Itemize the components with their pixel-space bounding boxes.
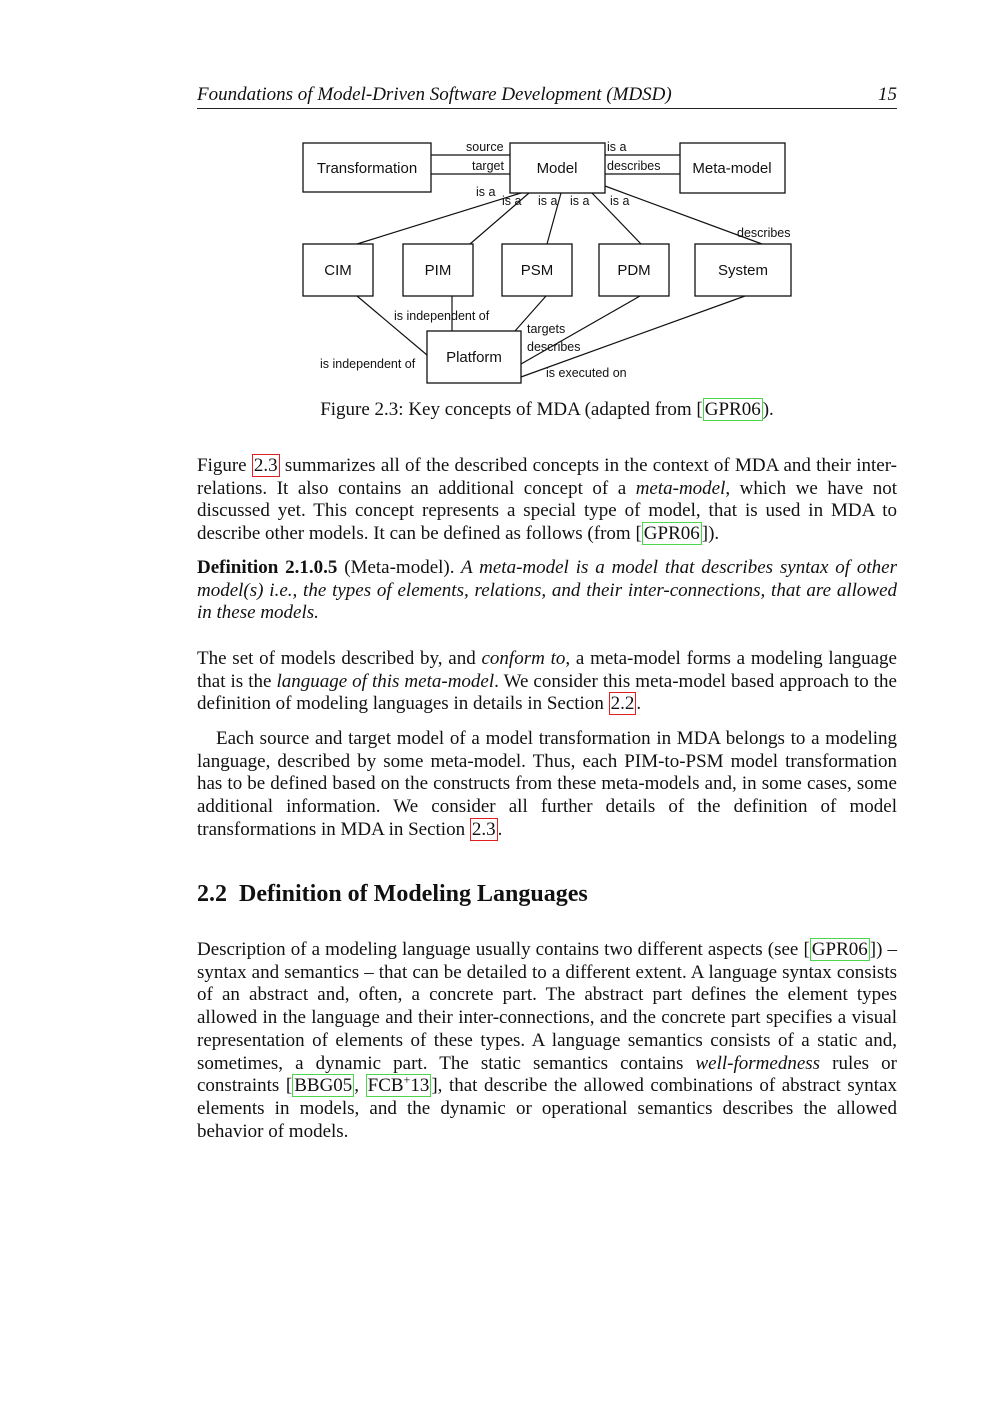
citation-link[interactable] <box>366 1074 432 1097</box>
text: ). <box>708 523 720 545</box>
caption-suffix: ). <box>762 399 774 420</box>
text: , which we have not discussed yet. This concept represents a special type of model, that is used in MDA to describe other models. It can be defined as follows (from <box>197 477 897 545</box>
text: Figure <box>197 455 252 476</box>
text: , <box>354 1075 366 1097</box>
citation-year: 13 <box>410 1075 430 1097</box>
text: Each source and target model of a model transformation in MDA belongs to a modeling language, described by some meta-model. Thus, each PIM-to-PSM model transformation has to be defined based on the constructs from these meta-models and, in some cases, some additional information. We consider all further details of the definition of model transformations in MDA in Section <box>197 728 897 840</box>
citation-author: FCB <box>367 1075 404 1097</box>
label-psm-is-a: is a <box>570 194 590 208</box>
edge-system-platform <box>521 296 745 377</box>
node-transformation-label: Transformation <box>316 160 418 177</box>
emphasis: meta-model <box>635 477 726 499</box>
edge-cim-model <box>357 193 521 244</box>
label-pdm-describes: describes <box>527 340 581 354</box>
label-model-describes: describes <box>607 159 661 173</box>
edge-cim-platform <box>357 296 427 355</box>
page-number: 15 <box>878 84 897 105</box>
text: Description of a modeling language usually contains two different aspects (see <box>197 939 804 960</box>
label-target: target <box>472 159 504 173</box>
text: . <box>636 693 642 715</box>
definition-block <box>197 557 897 625</box>
label-pim-is-a: is a <box>538 194 558 208</box>
node-metamodel-label: Meta-model <box>692 160 772 177</box>
label-pdm-is-a: is a <box>610 194 630 208</box>
emphasis: conform to <box>481 648 566 669</box>
running-title: Foundations of Model-Driven Software Development (MDSD) <box>197 84 672 105</box>
paragraph-model-transformation <box>197 728 897 842</box>
label-pim-independent: is independent of <box>394 309 490 323</box>
definition-body: is a model that describes syntax of other model(s) i.e., the types of elements, relations, and their inter-connections, that are allowed in these models. <box>197 557 897 624</box>
citation-link[interactable]: GPR06 <box>643 523 700 545</box>
running-header <box>197 84 897 109</box>
label-system-executed-on: is executed on <box>546 366 627 380</box>
label-system-describes: describes <box>737 226 791 240</box>
mda-concepts-diagram <box>290 130 820 395</box>
label-psm-targets: targets <box>527 322 566 336</box>
label-source: source <box>466 140 504 154</box>
text: . We consider this meta-model based approach to the definition of modeling languages in details in Section <box>197 670 897 715</box>
label-model-is-a: is a <box>607 140 627 154</box>
definition-label: Definition 2.1.0.5 <box>197 557 338 578</box>
node-pdm-label: PDM <box>617 262 651 279</box>
label-cim-is-a: is a <box>502 194 522 208</box>
node-model-label: Model <box>536 160 578 177</box>
label-transformation-is-a: is a <box>476 185 496 199</box>
definition-name: (Meta-model). <box>337 557 455 578</box>
node-system-label: System <box>717 262 769 279</box>
text: . <box>497 818 503 840</box>
text: rules or constraints <box>197 1052 898 1097</box>
citation-link[interactable]: BBG05 <box>294 1075 353 1097</box>
paragraph-figure-summary: Figure 2.3 summarizes all of the described concepts in the context of MDA and their inter-relations. It also contains an additional concept of a meta-model, which we have not discussed yet. This concept represents a special type of model, that is used in MDA to describe other models. It can be defined as follows (from [ GPR06 ]). <box>197 455 897 545</box>
citation-sup: + <box>403 1072 411 1087</box>
label-cim-independent: is independent of <box>320 357 416 371</box>
node-cim-label: CIM <box>324 262 352 279</box>
text: ) – syntax and semantics – that can be detailed to a different extent. A language syntax consists of an abstract and, often, a concrete part. The abstract part defines the element types allowed in the language and their inter-connections, and the concrete part specifies a visual representation of elements of these types. A language semantics consists of a static and, sometimes, a dynamic part. The static semantics contains <box>197 939 897 1074</box>
section-ref-link[interactable]: 2.2 <box>610 693 635 715</box>
emphasis: well-formedness <box>695 1052 821 1074</box>
paragraph-modeling-language <box>197 648 897 716</box>
citation-link[interactable]: GPR06 <box>811 939 868 960</box>
node-platform-label: Platform <box>446 349 502 366</box>
node-psm-label: PSM <box>520 262 554 279</box>
section-title: Definition of Modeling Languages <box>239 881 588 907</box>
definition-intro: A meta-model <box>454 557 576 578</box>
paragraph-syntax-semantics: Description of a modeling language usually contains two different aspects (see [ GPR06 ]) – syntax and semantics – that can be detailed to a different extent. A language syntax consists of an abstract and, often, a concrete part. The abstract part defines the element types allowed in the language and their inter-connections, and the concrete part specifies a visual representation of elements of these types. A language semantics consists of a static and, sometimes, a dynamic part. The static semantics contains well-formedness rules or constraints [ BBG05 , FCB+13 ], that describe the allowed combinations of abstract syntax elements in models, and the dynamic or operational semantics describes the allowed behavior of models. <box>197 939 898 1142</box>
section-ref-link[interactable]: 2.3 <box>471 818 496 840</box>
text: , a meta-model forms a modeling language that is the <box>197 648 897 692</box>
figure-caption: Figure 2.3: Key concepts of MDA (adapted from [ GPR06 ). <box>320 399 774 420</box>
node-pim-label: PIM <box>424 262 452 279</box>
text: summarizes all of the described concepts in the context of MDA and their inter-relations. It also contains an additional concept of a <box>197 455 897 499</box>
text: , that describe the allowed combinations of abstract syntax elements in models, and the dynamic or operational semantics describes the allowed behavior of models. <box>197 1075 897 1142</box>
figure-ref-link[interactable]: 2.3 <box>253 455 278 476</box>
section-number: 2.2 <box>197 881 227 907</box>
text: The set of models described by, and <box>197 648 482 669</box>
section-heading <box>197 881 588 908</box>
caption-text: Figure 2.3: Key concepts of MDA (adapted from <box>320 399 697 420</box>
emphasis: language of this meta-model <box>276 670 495 692</box>
citation-link[interactable]: GPR06 <box>704 399 761 420</box>
